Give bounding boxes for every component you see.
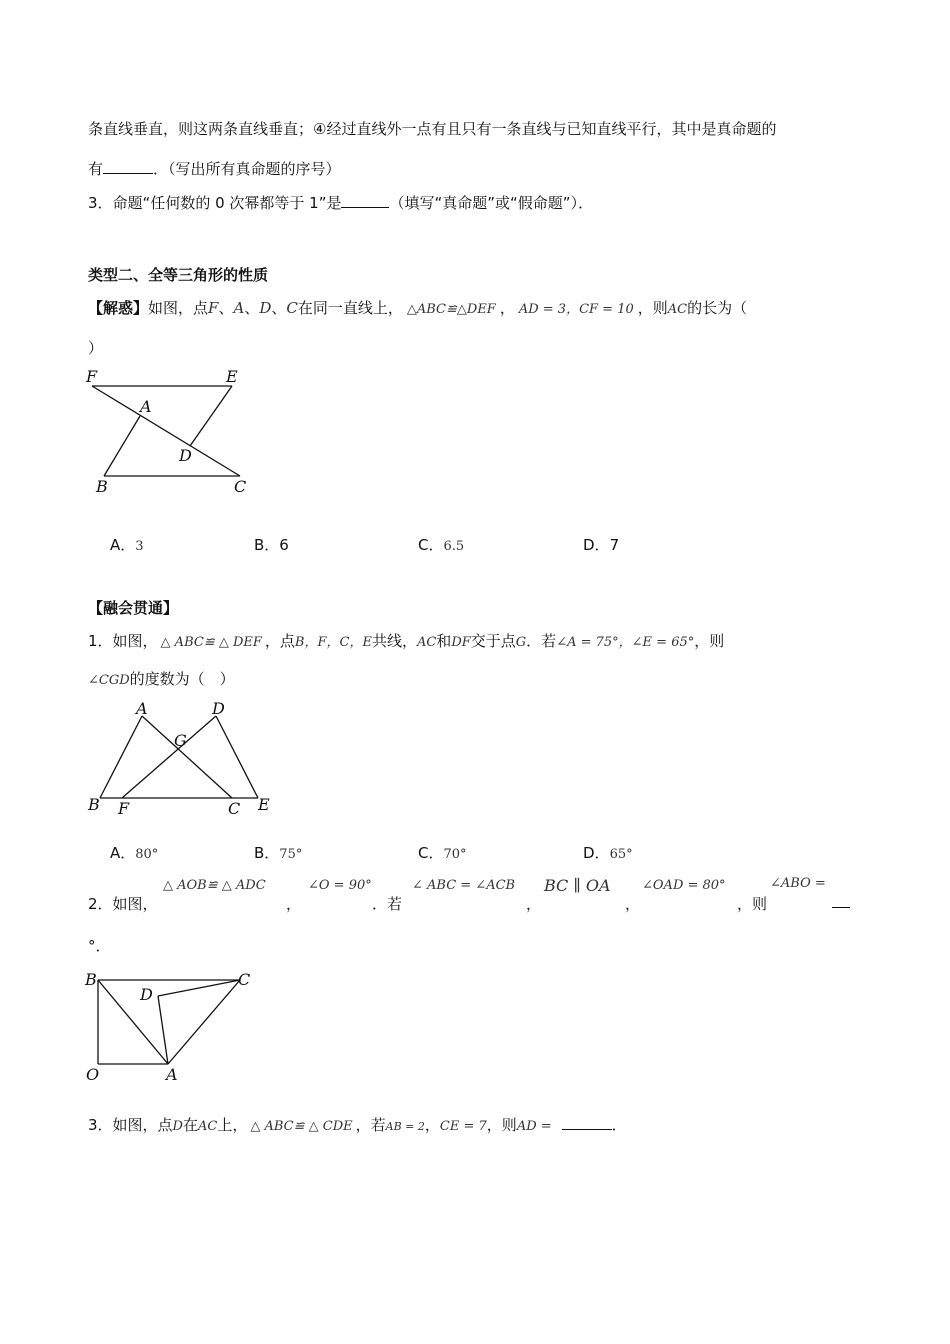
question-3 (88, 192, 593, 213)
point-label-a: A (166, 1065, 178, 1084)
text-line (88, 158, 341, 179)
math-expr: B，F，C，E (294, 635, 372, 650)
section-title: 类型二、全等三角形的性质 (88, 266, 269, 284)
option-d[interactable] (583, 842, 633, 863)
text-fragment: ， (286, 895, 302, 913)
answer-blank[interactable] (562, 1115, 612, 1130)
option-label: D． (583, 536, 610, 554)
text-fragment: ） (88, 339, 104, 357)
segment-ba (98, 980, 168, 1064)
text-fragment: 和 (436, 632, 452, 650)
point-label-b: B (88, 795, 100, 814)
option-value: 75° (279, 847, 303, 862)
math-expr: △ ABC≌ △ CDE (250, 1119, 353, 1134)
option-label: C． (418, 844, 444, 862)
practice-question-3 (88, 1114, 627, 1135)
segment-de (216, 716, 258, 798)
figure-parallelogram (82, 364, 262, 500)
text-fragment: 、 (271, 299, 287, 317)
point-label-a: A (140, 397, 152, 416)
option-label: B． (254, 536, 280, 554)
math-var: C (286, 299, 298, 317)
math-expr: ∠A = 75°，∠E = 65° (556, 635, 695, 650)
math-expr: △ AOB≌ △ ADC (163, 878, 266, 893)
text-fragment: °． (88, 937, 111, 955)
segment-ac (142, 716, 232, 798)
point-label-b: B (96, 477, 108, 496)
text-fragment: ．若 (526, 632, 557, 650)
math-expr: ∠ ABC = ∠ACB (412, 878, 516, 893)
text-fragment: （填写“真命题”或“假命题”）． (389, 194, 594, 212)
example-question (88, 297, 747, 318)
math-expr: ∠OAD = 80° (642, 878, 726, 893)
math-expr: ∠O = 90° (308, 878, 372, 893)
text-fragment: ， (499, 299, 515, 317)
math-expr: AD = 3，CF = 10 (518, 302, 634, 317)
option-value: 6.5 (443, 539, 465, 554)
text-fragment: 有 (88, 160, 104, 178)
option-value: 3 (135, 539, 144, 554)
text-fragment: 上， (217, 1116, 248, 1134)
text-fragment: ， (424, 1116, 440, 1134)
segment-fc (92, 386, 240, 476)
answer-blank[interactable] (341, 193, 389, 208)
math-expr: △ABC≌△DEF (406, 302, 496, 317)
point-label-f: F (118, 799, 130, 818)
point-label-f: F (86, 367, 98, 386)
point-label-e: E (226, 367, 238, 386)
text-fragment: 3．命题“任何数的 0 次幂都等于 1”是 (88, 194, 342, 212)
text-fragment: ．若 (372, 895, 403, 913)
text-fragment: 、 (218, 299, 234, 317)
option-value: 70° (443, 847, 467, 862)
figure-square-triangles (80, 966, 270, 1086)
answer-blank[interactable] (832, 893, 850, 908)
text-fragment: 的长为（ (687, 299, 748, 317)
point-label-d: D (212, 699, 225, 718)
math-var: DF (451, 635, 471, 650)
option-label: B． (254, 844, 280, 862)
point-label-g: G (174, 731, 187, 750)
point-label-d: D (140, 985, 153, 1004)
text-fragment: ．（写出所有真命题的序号） (153, 160, 341, 178)
label: 【解惑】 (88, 299, 149, 317)
point-label-a: A (136, 699, 148, 718)
text-fragment: 如图，点 (148, 299, 209, 317)
text-fragment: 1．如图， (88, 632, 158, 650)
answer-blank[interactable] (103, 159, 153, 174)
option-d[interactable] (583, 534, 619, 555)
math-var: F (208, 299, 219, 317)
text-fragment: ，则 (737, 895, 768, 913)
option-a[interactable] (110, 842, 158, 863)
option-a[interactable] (110, 534, 144, 555)
text-fragment: 共线， (371, 632, 417, 650)
math-expr: BC ∥ OA (544, 876, 611, 895)
text-line (88, 668, 235, 689)
figure-crossing-triangles (82, 694, 282, 820)
option-c[interactable] (418, 842, 467, 863)
point-label-c: C (228, 799, 241, 818)
point-label-c: C (234, 477, 247, 496)
math-expr: AB = 2 (385, 1120, 425, 1133)
math-var: AC (667, 302, 688, 317)
text-fragment: 交于点 (470, 632, 516, 650)
math-expr: ∠ABO = (770, 876, 826, 891)
math-var: AC (416, 635, 437, 650)
math-expr: CE = 7 (439, 1119, 487, 1134)
option-value: 7 (609, 536, 620, 554)
text-fragment: 、 (244, 299, 260, 317)
text-fragment: ． (611, 1116, 627, 1134)
segment-ed (190, 386, 232, 446)
text-fragment: ， (526, 895, 542, 913)
q2-num: 2．如图， (88, 895, 158, 913)
point-label-o: O (86, 1065, 100, 1084)
math-expr: ∠CGD (88, 673, 130, 688)
text-fragment: 在同一直线上， (297, 299, 403, 317)
point-label-c: C (238, 970, 251, 989)
option-c[interactable] (418, 534, 464, 555)
option-value: 80° (135, 847, 159, 862)
option-label: D． (583, 844, 610, 862)
math-expr: △ ABC≌ △ DEF (160, 635, 262, 650)
section-title: 【融会贯通】 (88, 599, 179, 617)
option-b[interactable] (254, 534, 289, 555)
point-label-d: D (179, 446, 192, 465)
text-fragment: ，则 (694, 632, 725, 650)
option-label: A． (110, 844, 136, 862)
option-value: 6 (279, 536, 289, 554)
text-fragment: ，点 (264, 632, 295, 650)
point-label-b: B (85, 970, 97, 989)
practice-question-1 (88, 630, 724, 651)
text-line: 条直线垂直，则这两条直线垂直；④经过直线外一点有且只有一条直线与已知直线平行，其中是真命题的 (88, 120, 777, 138)
text-fragment: 的度数为（ ） (129, 670, 235, 688)
text-fragment: ，则 (486, 1116, 517, 1134)
text-fragment: 在 (182, 1116, 198, 1134)
text-fragment: ， (625, 895, 641, 913)
math-var: D (259, 299, 272, 317)
math-var: G (515, 635, 527, 650)
point-label-e: E (258, 795, 270, 814)
math-var: A (233, 299, 245, 317)
math-var: AC (198, 1119, 218, 1134)
math-var: D (172, 1119, 183, 1134)
text-fragment: 3．如图，点 (88, 1116, 173, 1134)
option-label: C． (418, 536, 444, 554)
option-label: A． (110, 536, 136, 554)
option-value: 65° (609, 847, 633, 862)
segment-ab (104, 416, 140, 476)
option-b[interactable] (254, 842, 302, 863)
math-expr: AD = (516, 1119, 552, 1134)
text-fragment: ，若 (355, 1116, 386, 1134)
text-fragment: ，则 (637, 299, 668, 317)
